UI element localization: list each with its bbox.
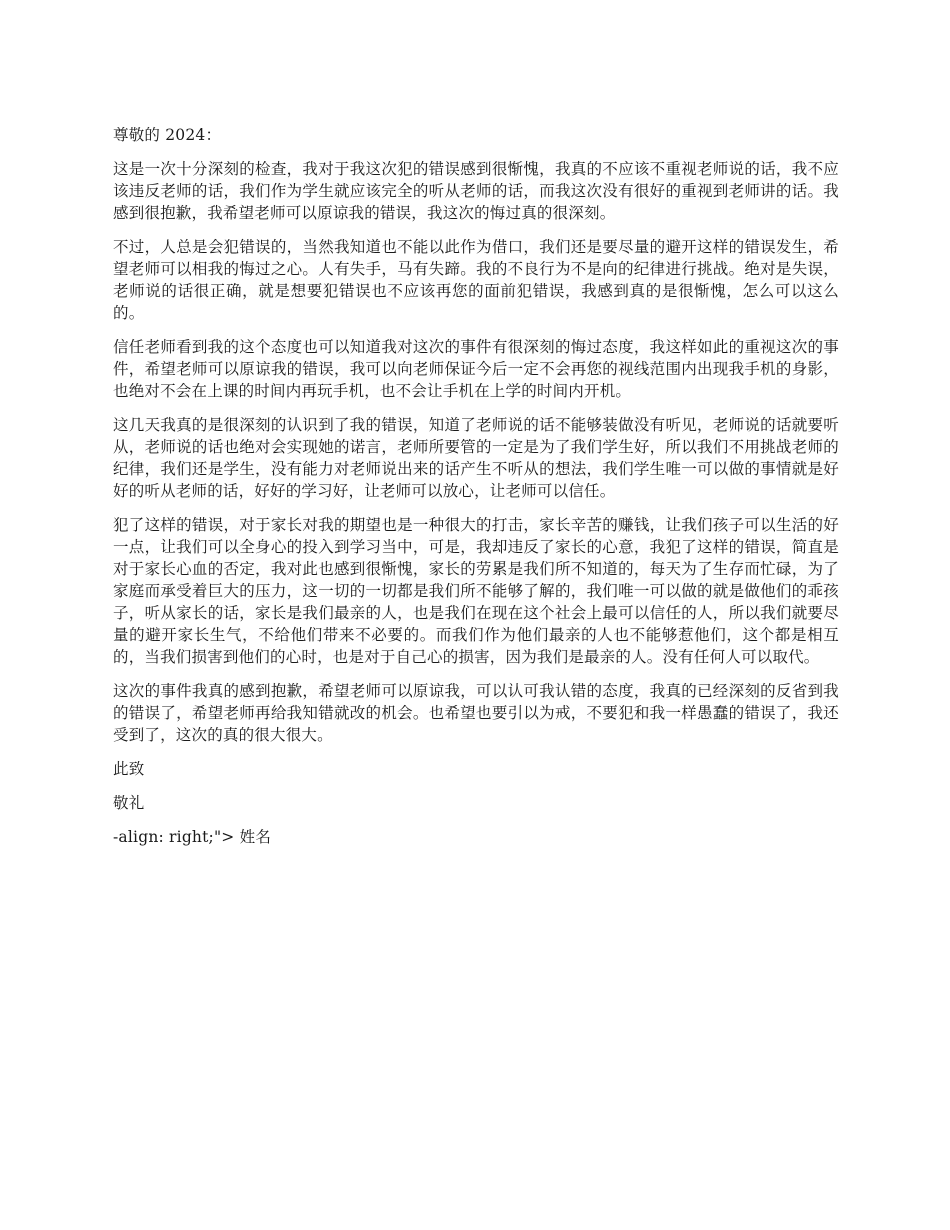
- letter-document: [113, 124, 839, 860]
- closing-cizhi: 此致: [113, 760, 145, 778]
- signature-line: -align: right;"> 姓名: [113, 828, 272, 846]
- paragraph-2: 不过，人总是会犯错误的，当然我知道也不能以此作为借口，我们还是要尽量的避开这样的错误发生，希望老师可以相我的悔过之心。人有失手，马有失蹄。我的不良行为不是向的纪律进行挑战。绝对是失误，老师说的话很正确，就是想要犯错误也不应该再您的面前犯错误，我感到真的是很惭愧，怎么可以这么的。: [113, 238, 839, 322]
- closing-jingli: 敬礼: [113, 794, 145, 812]
- paragraph-3: 信任老师看到我的这个态度也可以知道我对这次的事件有很深刻的悔过态度，我这样如此的重视这次的事件，希望老师可以原谅我的错误，我可以向老师保证今后一定不会再您的视线范围内出现我手机的身影，也绝对不会在上课的时间内再玩手机，也不会让手机在上学的时间内开机。: [113, 338, 839, 400]
- paragraph-1: 这是一次十分深刻的检查，我对于我这次犯的错误感到很惭愧，我真的不应该不重视老师说的话，我不应该违反老师的话，我们作为学生就应该完全的听从老师的话，而我这次没有很好的重视到老师讲的话。我感到很抱歉，我希望老师可以原谅我的错误，我这次的悔过真的很深刻。: [113, 160, 839, 222]
- salutation: 尊敬的 2024：: [113, 126, 222, 144]
- paragraph-4: 这几天我真的是很深刻的认识到了我的错误，知道了老师说的话不能够装做没有听见，老师说的话就要听从，老师说的话也绝对会实现她的诺言，老师所要管的一定是为了我们学生好，所以我们不用挑战老师的纪律，我们还是学生，没有能力对老师说出来的话产生不听从的想法，我们学生唯一可以做的事情就是好好的听从老师的话，好好的学习好，让老师可以放心，让老师可以信任。: [113, 416, 839, 500]
- paragraph-5: 犯了这样的错误，对于家长对我的期望也是一种很大的打击，家长辛苦的赚钱，让我们孩子可以生活的好一点，让我们可以全身心的投入到学习当中，可是，我却违反了家长的心意，我犯了这样的错误，简直是对于家长心血的否定，我对此也感到很惭愧，家长的劳累是我们所不知道的，每天为了生存而忙碌，为了家庭而承受着巨大的压力，这一切的一切都是我们所不能够了解的，我们唯一可以做的就是做他们的乖孩子，听从家长的话，家长是我们最亲的人，也是我们在现在这个社会上最可以信任的人，所以我们就要尽量的避开家长生气，不给他们带来不必要的。而我们作为他们最亲的人也不能够惹他们，这个都是相互的，当我们损害到他们的心时，也是对于自己心的损害，因为我们是最亲的人。没有任何人可以取代。: [113, 516, 839, 666]
- paragraph-6: 这次的事件我真的感到抱歉，希望老师可以原谅我，可以认可我认错的态度，我真的已经深刻的反省到我的错误了，希望老师再给我知错就改的机会。也希望也要引以为戒，不要犯和我一样愚蠢的错误了，我还受到了，这次的真的很大很大。: [113, 682, 839, 744]
